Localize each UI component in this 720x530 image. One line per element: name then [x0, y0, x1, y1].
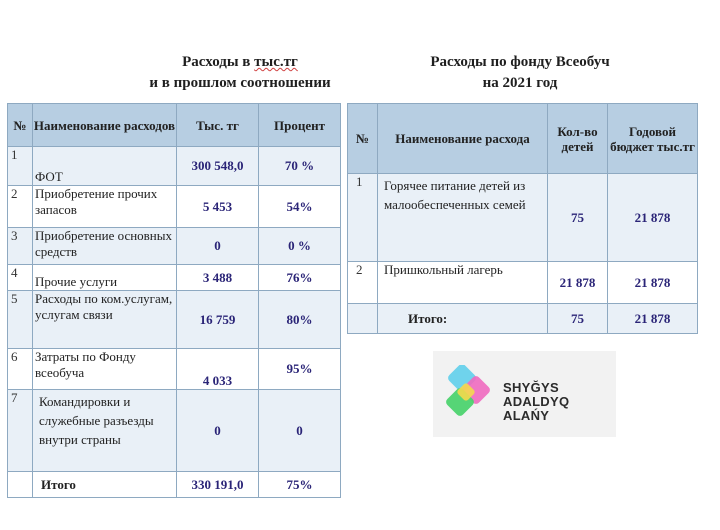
row-num: 7: [8, 390, 33, 472]
row-amount: 0: [177, 228, 259, 265]
col-header-budget: Годовой бюджет тыс.тг: [608, 104, 698, 174]
logo-line2: ADALDYQ ALAŃY: [503, 394, 570, 423]
table-row: [8, 349, 341, 390]
total-count: 75: [548, 304, 608, 334]
row-amount: 4 033: [177, 349, 259, 390]
table-total-row: [8, 472, 341, 498]
row-name: Приобретение основных средств: [33, 228, 177, 265]
row-budget: 21 878: [608, 174, 698, 262]
total-label: Итого:: [378, 304, 548, 334]
row-percent: 80%: [259, 291, 341, 349]
row-amount: 0: [177, 390, 259, 472]
row-amount: 3 488: [177, 265, 259, 291]
total-num: [8, 472, 33, 498]
right-title-line1: Расходы по фонду Всеобуч: [430, 54, 610, 70]
col-header-name: Наименование расхода: [378, 104, 548, 174]
row-amount: 5 453: [177, 186, 259, 228]
row-amount: 300 548,0: [177, 147, 259, 186]
row-num: 5: [8, 291, 33, 349]
row-percent: 0: [259, 390, 341, 472]
table-row: [8, 228, 341, 265]
row-num: 2: [8, 186, 33, 228]
row-num: 4: [8, 265, 33, 291]
row-num: 6: [8, 349, 33, 390]
row-name: Командировки и служебные разъезды внутри страны: [33, 390, 177, 472]
col-header-percent: Процент: [259, 104, 341, 147]
total-percent: 75%: [259, 472, 341, 498]
vseobuch-table: [347, 103, 698, 334]
row-num: 1: [348, 174, 378, 262]
row-percent: 54%: [259, 186, 341, 228]
left-title-line1: Расходы в тыс.тг: [182, 54, 298, 70]
table-header-row: [8, 104, 341, 147]
table-row: [8, 186, 341, 228]
total-label: Итого: [33, 472, 177, 498]
brand-logo: [433, 351, 616, 437]
left-title-line2: и в прошлом соотношении: [149, 75, 331, 91]
expenses-table: [7, 103, 341, 498]
table-row: [348, 262, 698, 304]
row-percent: 95%: [259, 349, 341, 390]
table-row: [8, 390, 341, 472]
total-num: [348, 304, 378, 334]
table-header-row: [348, 104, 698, 174]
table-row: [8, 147, 341, 186]
table-total-row: [348, 304, 698, 334]
row-amount: 16 759: [177, 291, 259, 349]
row-name: Пришкольный лагерь: [378, 262, 548, 304]
logo-line1: SHYĞYS: [503, 380, 559, 395]
row-count: 75: [548, 174, 608, 262]
right-title-line2: на 2021 год: [482, 75, 558, 91]
col-header-count: Кол-во детей: [548, 104, 608, 174]
total-amount: 330 191,0: [177, 472, 259, 498]
row-num: 1: [8, 147, 33, 186]
col-header-num: №: [8, 104, 33, 147]
col-header-amount: Тыс. тг: [177, 104, 259, 147]
table-row: [348, 174, 698, 262]
row-name: Приобретение прочих запасов: [33, 186, 177, 228]
row-count: 21 878: [548, 262, 608, 304]
col-header-name: Наименование расходов: [33, 104, 177, 147]
table-row: [8, 265, 341, 291]
table-row: [8, 291, 341, 349]
col-header-num: №: [348, 104, 378, 174]
left-title: [90, 52, 390, 94]
row-budget: 21 878: [608, 262, 698, 304]
row-percent: 70 %: [259, 147, 341, 186]
logo-mark-icon: [443, 365, 497, 421]
row-name: Прочие услуги: [33, 265, 177, 291]
logo-wordmark: [503, 381, 616, 423]
row-percent: 76%: [259, 265, 341, 291]
right-title: [380, 52, 660, 94]
row-name: Расходы по ком.услугам, услугам связи: [33, 291, 177, 349]
row-percent: 0 %: [259, 228, 341, 265]
total-budget: 21 878: [608, 304, 698, 334]
left-title-unit: тыс.тг: [254, 54, 298, 70]
row-name: Затраты по Фонду всеобуча: [33, 349, 177, 390]
row-num: 2: [348, 262, 378, 304]
row-name: Горячее питание детей из малообеспеченных семей: [378, 174, 548, 262]
row-name: ФОТ: [33, 147, 177, 186]
row-num: 3: [8, 228, 33, 265]
